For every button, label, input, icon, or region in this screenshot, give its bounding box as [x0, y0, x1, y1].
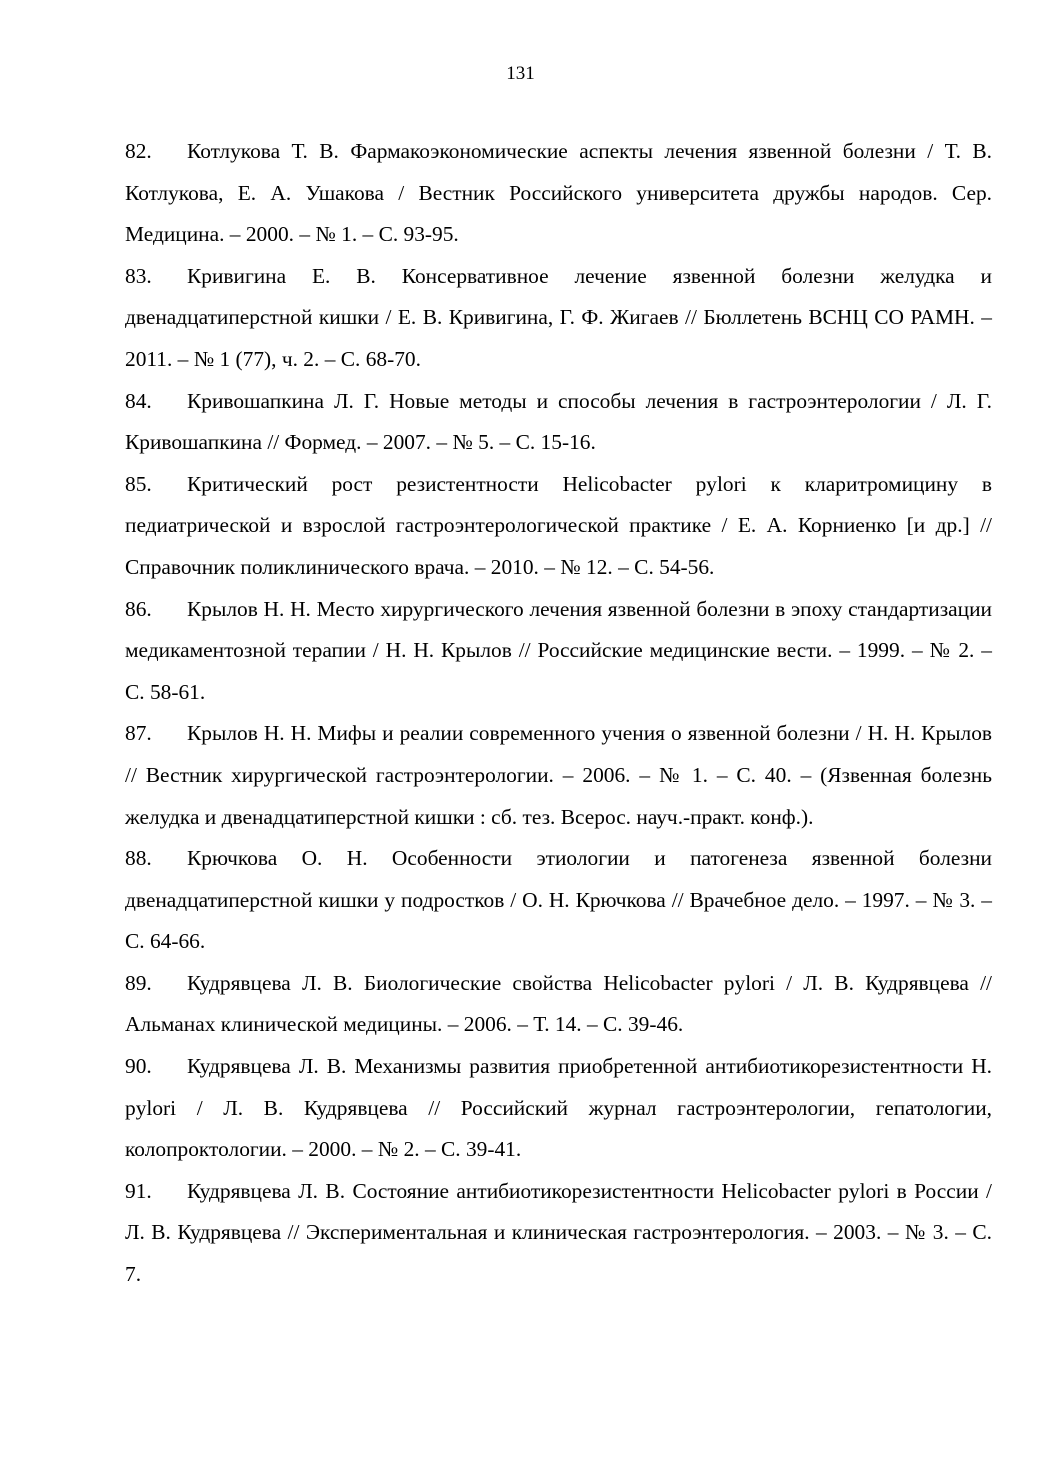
reference-number: 82.	[125, 139, 152, 163]
reference-text: Крючкова О. Н. Особенности этиологии и патогенеза язвенной болезни двенадцатиперстной кишки у подростков / О. Н. Крючкова // Врачебное дело. – 1997. – № 3. – С. 64-66.	[125, 846, 992, 954]
reference-text: Котлукова Т. В. Фармакоэкономические аспекты лечения язвенной болезни / Т. В. Котлукова, Е. А. Ушакова / Вестник Российского университета дружбы народов. Сер. Медицина. – 2000. – № 1. – С. 93-95.	[125, 139, 992, 247]
reference-number: 90.	[125, 1054, 152, 1079]
reference-text: Кривигина Е. В. Консервативное лечение язвенной болезни желудка и двенадцатиперстной кишки / Е. В. Кривигина, Г. Ф. Жигаев // Бюллетень ВСНЦ СО РАМН. – 2011. – № 1 (77), ч. 2. – С. 68-70.	[125, 263, 992, 371]
reference-text: Кудрявцева Л. В. Механизмы развития приобретенной антибиотикорезистентности H. pylori / Л. В. Кудрявцева // Российский журнал гастроэнтерологии, гепатологии, колопроктологии. – 2000. – № 2. – С. 39-41.	[125, 1054, 992, 1162]
reference-item	[125, 1046, 992, 1171]
page-number: 131	[506, 63, 535, 84]
reference-number: 88.	[125, 846, 152, 871]
reference-number: 87.	[125, 721, 152, 746]
reference-text: Крылов Н. Н. Мифы и реалии современного учения о язвенной болезни / Н. Н. Крылов // Вестник хирургической гастроэнтерологии. – 2006. – № 1. – С. 40. – (Язвенная болезнь желудка и двенадцатиперстной кишки : сб. тез. Всерос. науч.-практ. конф.).	[125, 721, 992, 829]
reference-item	[125, 713, 992, 838]
reference-number: 89.	[125, 970, 152, 995]
reference-item	[125, 131, 992, 256]
reference-number: 84.	[125, 388, 152, 413]
reference-number: 83.	[125, 263, 152, 288]
reference-item	[125, 1171, 992, 1296]
reference-number: 91.	[125, 1178, 152, 1203]
reference-item	[125, 256, 992, 381]
reference-number: 86.	[125, 596, 152, 621]
reference-item	[125, 589, 992, 714]
reference-number: 85.	[125, 471, 152, 496]
reference-item	[125, 381, 992, 464]
reference-item	[125, 963, 992, 1046]
reference-text: Крылов Н. Н. Место хирургического лечения язвенной болезни в эпоху стандартизации медикаментозной терапии / Н. Н. Крылов // Российские медицинские вести. – 1999. – № 2. – С. 58-61.	[125, 596, 992, 704]
reference-item	[125, 464, 992, 589]
reference-text: Кудрявцева Л. В. Состояние антибиотикорезистентности Helicobacter pylori в России / Л. В. Кудрявцева // Экспериментальная и клиническая гастроэнтерология. – 2003. – № 3. – С. 7.	[125, 1178, 992, 1287]
reference-list	[125, 131, 992, 1296]
reference-text: Кривошапкина Л. Г. Новые методы и способы лечения в гастроэнтерологии / Л. Г. Кривошапкина // Формед. – 2007. – № 5. – С. 15-16.	[125, 388, 992, 455]
reference-text: Кудрявцева Л. В. Биологические свойства Helicobacter pylori / Л. В. Кудрявцева // Альманах клинической медицины. – 2006. – Т. 14. – С. 39-46.	[125, 970, 992, 1037]
reference-text: Критический рост резистентности Helicobacter pylori к кларитромицину в педиатрической и взрослой гастроэнтерологической практике / Е. А. Корниенко [и др.] // Справочник поликлинического врача. – 2010. – № 12. – С. 54-56.	[125, 471, 992, 579]
reference-item	[125, 838, 992, 963]
